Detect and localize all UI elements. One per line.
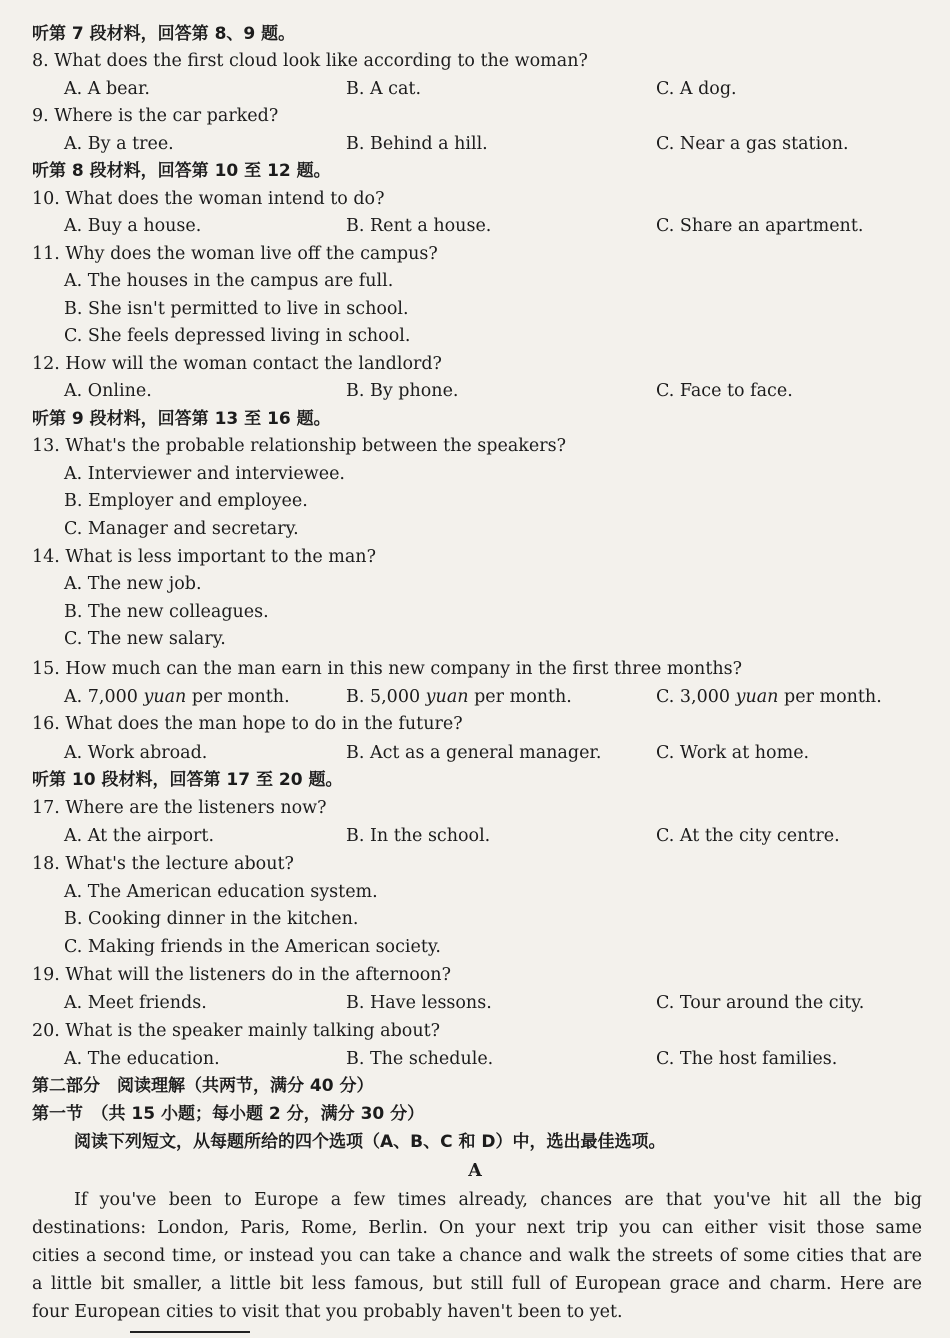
options-9 bbox=[64, 130, 930, 158]
option-8a: A. A bear. bbox=[64, 79, 150, 99]
options-15 bbox=[64, 683, 930, 711]
question-8: 8. What does the first cloud look like according to the woman? bbox=[32, 51, 588, 71]
passage-line-1: If you've been to Europe a few times already, chances are that you've hit all the big bbox=[74, 1190, 922, 1210]
question-18: 18. What's the lecture about? bbox=[32, 854, 294, 874]
options-16 bbox=[64, 739, 930, 767]
question-13: 13. What's the probable relationship between the speakers? bbox=[32, 436, 566, 456]
options-10 bbox=[64, 212, 930, 240]
section-heading-10: 听第 10 段材料，回答第 17 至 20 题。 bbox=[32, 770, 343, 790]
option-15b: B. 5,000 yuan per month. bbox=[346, 687, 572, 707]
option-11b: B. She isn't permitted to live in school. bbox=[64, 299, 409, 319]
option-18a: A. The American education system. bbox=[64, 882, 378, 902]
options-19 bbox=[64, 989, 930, 1017]
passage-line-4: a little bit smaller, a little bit less famous, but still full of European grace and charm. Here are bbox=[32, 1274, 922, 1294]
question-11: 11. Why does the woman live off the campus? bbox=[32, 244, 438, 264]
option-20a: A. The education. bbox=[64, 1049, 220, 1069]
option-9a: A. By a tree. bbox=[64, 134, 174, 154]
option-8c: C. A dog. bbox=[656, 79, 737, 99]
question-14: 14. What is less important to the man? bbox=[32, 547, 376, 567]
option-17b: B. In the school. bbox=[346, 826, 491, 846]
option-17a: A. At the airport. bbox=[64, 826, 215, 846]
question-15: 15. How much can the man earn in this new company in the first three months? bbox=[32, 659, 742, 679]
option-13a: A. Interviewer and interviewee. bbox=[64, 464, 345, 484]
option-10a: A. Buy a house. bbox=[64, 216, 202, 236]
option-19b: B. Have lessons. bbox=[346, 993, 492, 1013]
passage-line-2: destinations: London, Paris, Rome, Berlin. On your next trip you can either visit those same bbox=[32, 1218, 922, 1238]
option-15a: A. 7,000 yuan per month. bbox=[64, 687, 290, 707]
section-one-heading: 第一节 （共 15 小题；每小题 2 分，满分 30 分） bbox=[32, 1104, 425, 1124]
option-10b: B. Rent a house. bbox=[346, 216, 492, 236]
options-8 bbox=[64, 75, 930, 103]
question-9: 9. Where is the car parked? bbox=[32, 106, 279, 126]
option-9c: C. Near a gas station. bbox=[656, 134, 849, 154]
footnote-rule bbox=[130, 1331, 250, 1333]
section-heading-9: 听第 9 段材料，回答第 13 至 16 题。 bbox=[32, 409, 331, 429]
options-20 bbox=[64, 1045, 930, 1073]
option-11c: C. She feels depressed living in school. bbox=[64, 326, 411, 346]
options-12 bbox=[64, 377, 930, 405]
option-13c: C. Manager and secretary. bbox=[64, 519, 299, 539]
option-14a: A. The new job. bbox=[64, 574, 202, 594]
section-heading-7: 听第 7 段材料，回答第 8、9 题。 bbox=[32, 24, 296, 44]
question-19: 19. What will the listeners do in the afternoon? bbox=[32, 965, 451, 985]
question-16: 16. What does the man hope to do in the future? bbox=[32, 714, 463, 734]
option-19c: C. Tour around the city. bbox=[656, 993, 865, 1013]
option-16c: C. Work at home. bbox=[656, 743, 810, 763]
section-heading-8: 听第 8 段材料，回答第 10 至 12 题。 bbox=[32, 161, 331, 181]
question-10: 10. What does the woman intend to do? bbox=[32, 189, 385, 209]
part-two-heading: 第二部分 阅读理解（共两节，满分 40 分） bbox=[32, 1076, 374, 1096]
question-12: 12. How will the woman contact the landlord? bbox=[32, 354, 442, 374]
passage-line-5: four European cities to visit that you probably haven't been to yet. bbox=[32, 1302, 623, 1322]
option-16b: B. Act as a general manager. bbox=[346, 743, 602, 763]
option-18c: C. Making friends in the American society. bbox=[64, 937, 441, 957]
option-13b: B. Employer and employee. bbox=[64, 491, 308, 511]
option-11a: A. The houses in the campus are full. bbox=[64, 271, 394, 291]
option-10c: C. Share an apartment. bbox=[656, 216, 864, 236]
passage-label: A bbox=[468, 1161, 482, 1181]
passage-a bbox=[32, 1186, 922, 1326]
option-16a: A. Work abroad. bbox=[64, 743, 208, 763]
option-18b: B. Cooking dinner in the kitchen. bbox=[64, 909, 359, 929]
option-14b: B. The new colleagues. bbox=[64, 602, 269, 622]
option-12a: A. Online. bbox=[64, 381, 152, 401]
option-9b: B. Behind a hill. bbox=[346, 134, 488, 154]
option-12b: B. By phone. bbox=[346, 381, 459, 401]
reading-instructions: 阅读下列短文，从每题所给的四个选项（A、B、C 和 D）中，选出最佳选项。 bbox=[74, 1132, 666, 1152]
option-17c: C. At the city centre. bbox=[656, 826, 840, 846]
option-19a: A. Meet friends. bbox=[64, 993, 207, 1013]
question-20: 20. What is the speaker mainly talking about? bbox=[32, 1021, 441, 1041]
option-15c: C. 3,000 yuan per month. bbox=[656, 687, 882, 707]
option-14c: C. The new salary. bbox=[64, 629, 226, 649]
option-20c: C. The host families. bbox=[656, 1049, 838, 1069]
option-20b: B. The schedule. bbox=[346, 1049, 494, 1069]
option-8b: B. A cat. bbox=[346, 79, 422, 99]
option-12c: C. Face to face. bbox=[656, 381, 793, 401]
question-17: 17. Where are the listeners now? bbox=[32, 798, 327, 818]
passage-line-3: cities a second time, or instead you can take a chance and walk the streets of some cities that are bbox=[32, 1246, 922, 1266]
options-17 bbox=[64, 822, 930, 850]
